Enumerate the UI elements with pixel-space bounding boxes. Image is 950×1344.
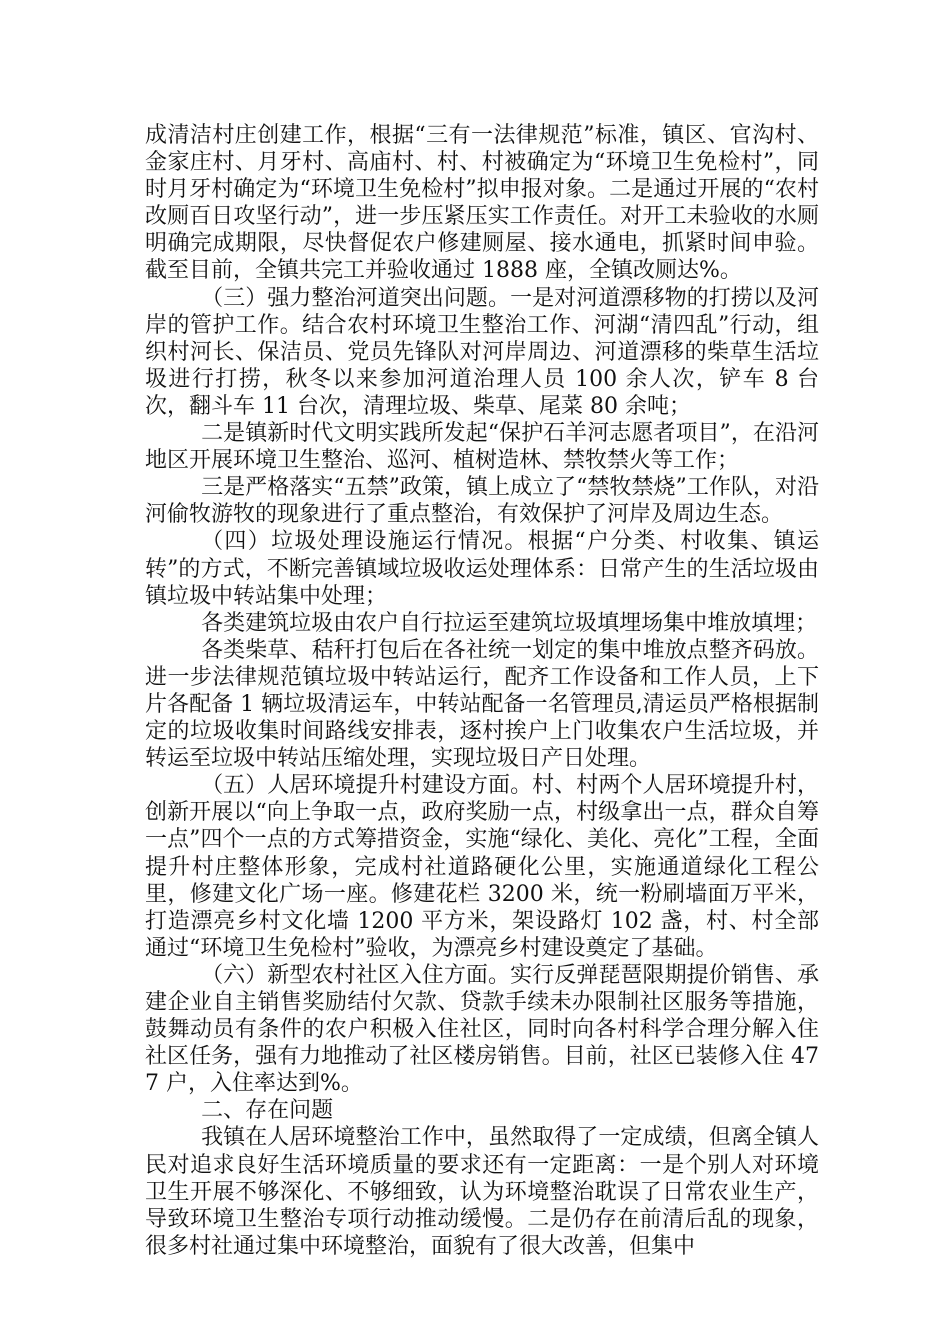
- paragraph-section-5: （五）人居环境提升村建设方面。村、村两个人居环境提升村，创新开展以“向上争取一点，政府奖励一点，村级拿出一点，群众自筹一点”四个一点的方式筹措资金，实施“绿化、美化、亮化”工程，全面提升村庄整体形象，完成村社道路硬化公里，实施通道绿化工程公里，修建文化广场一座。修建花栏 3200 米，统一粉刷墙面万平米，打造漂亮乡村文化墙 1200 平方米，架设路灯 102 盏，村、村全部通过“环境卫生免检村”验收，为漂亮乡村建设奠定了基础。: [145, 773, 819, 961]
- body-text: [145, 122, 819, 1260]
- paragraph-section-4: （四）垃圾处理设施运行情况。根据“户分类、村收集、镇运转”的方式，不断完善镇域垃圾收运处理体系：日常产生的生活垃圾由镇垃圾中转站集中处理；: [145, 529, 819, 609]
- section-heading-problems: 二、存在问题: [201, 1098, 334, 1124]
- paragraph-section-3-item-3: 三是严格落实“五禁”政策，镇上成立了“禁牧禁烧”工作队，对沿河偷牧游牧的现象进行了重点整治，有效保护了河岸及周边生态。: [145, 475, 819, 528]
- paragraph-problems: 我镇在人居环境整治工作中，虽然取得了一定成绩，但离全镇人民对追求良好生活环境质量的要求还有一定距离：一是个别人对环境卫生开展不够深化、不够细致，认为环境整治耽误了日常农业生产，导致环境卫生整治专项行动推动缓慢。二是仍存在前清后乱的现象，很多村社通过集中环境整治，面貌有了很大改善，但集中: [145, 1125, 819, 1259]
- paragraph-section-4-item-2: 各类建筑垃圾由农户自行拉运至建筑垃圾填埋场集中堆放填埋；: [201, 610, 818, 636]
- paragraph-section-6: （六）新型农村社区入住方面。实行反弹琵琶限期提价销售、承建企业自主销售奖励结付欠款、贷款手续未办限制社区服务等措施，鼓舞动员有条件的农户积极入住社区，同时向各村科学合理分解入住社区任务，强有力地推动了社区楼房销售。目前，社区已装修入住 477 户，入住率达到%。: [145, 962, 819, 1097]
- paragraph-section-3-item-2: 二是镇新时代文明实践所发起“保护石羊河志愿者项目”，在沿河地区开展环境卫生整治、巡河、植树造林、禁牧禁火等工作；: [145, 421, 819, 474]
- paragraph-continuation: 成清洁村庄创建工作，根据“三有一法律规范”标准，镇区、官沟村、金家庄村、月牙村、高庙村、村、村被确定为“环境卫生免检村”，同时月牙村确定为“环境卫生免检村”拟申报对象。二是通过开展的“农村改厕百日攻坚行动”，进一步压紧压实工作责任。对开工未验收的水厕明确完成期限，尽快督促农户修建厕屋、接水通电，抓紧时间申验。截至目前，全镇共完工并验收通过 1888 座，全镇改厕达%。: [145, 123, 819, 284]
- paragraph-section-3: （三）强力整治河道突出问题。一是对河道漂移物的打捞以及河岸的管护工作。结合农村环境卫生整治工作、河湖“清四乱”行动，组织村河长、保洁员、党员先锋队对河岸周边、河道漂移的柴草生活垃圾进行打捞，秋冬以来参加河道治理人员 100 余人次，铲车 8 台次，翻斗车 11 台次，清理垃圾、柴草、尾菜 80 余吨；: [145, 285, 819, 419]
- paragraph-section-4-item-3: 各类柴草、秸秆打包后在各社统一划定的集中堆放点整齐码放。进一步法律规范镇垃圾中转站运行，配齐工作设备和工作人员，上下片各配备 1 辆垃圾清运车，中转站配备一名管理员,清运员严格根据制定的垃圾收集时间路线安排表，逐村挨户上门收集农户生活垃圾，并转运至垃圾中转站压缩处理，实现垃圾日产日处理。: [145, 637, 819, 772]
